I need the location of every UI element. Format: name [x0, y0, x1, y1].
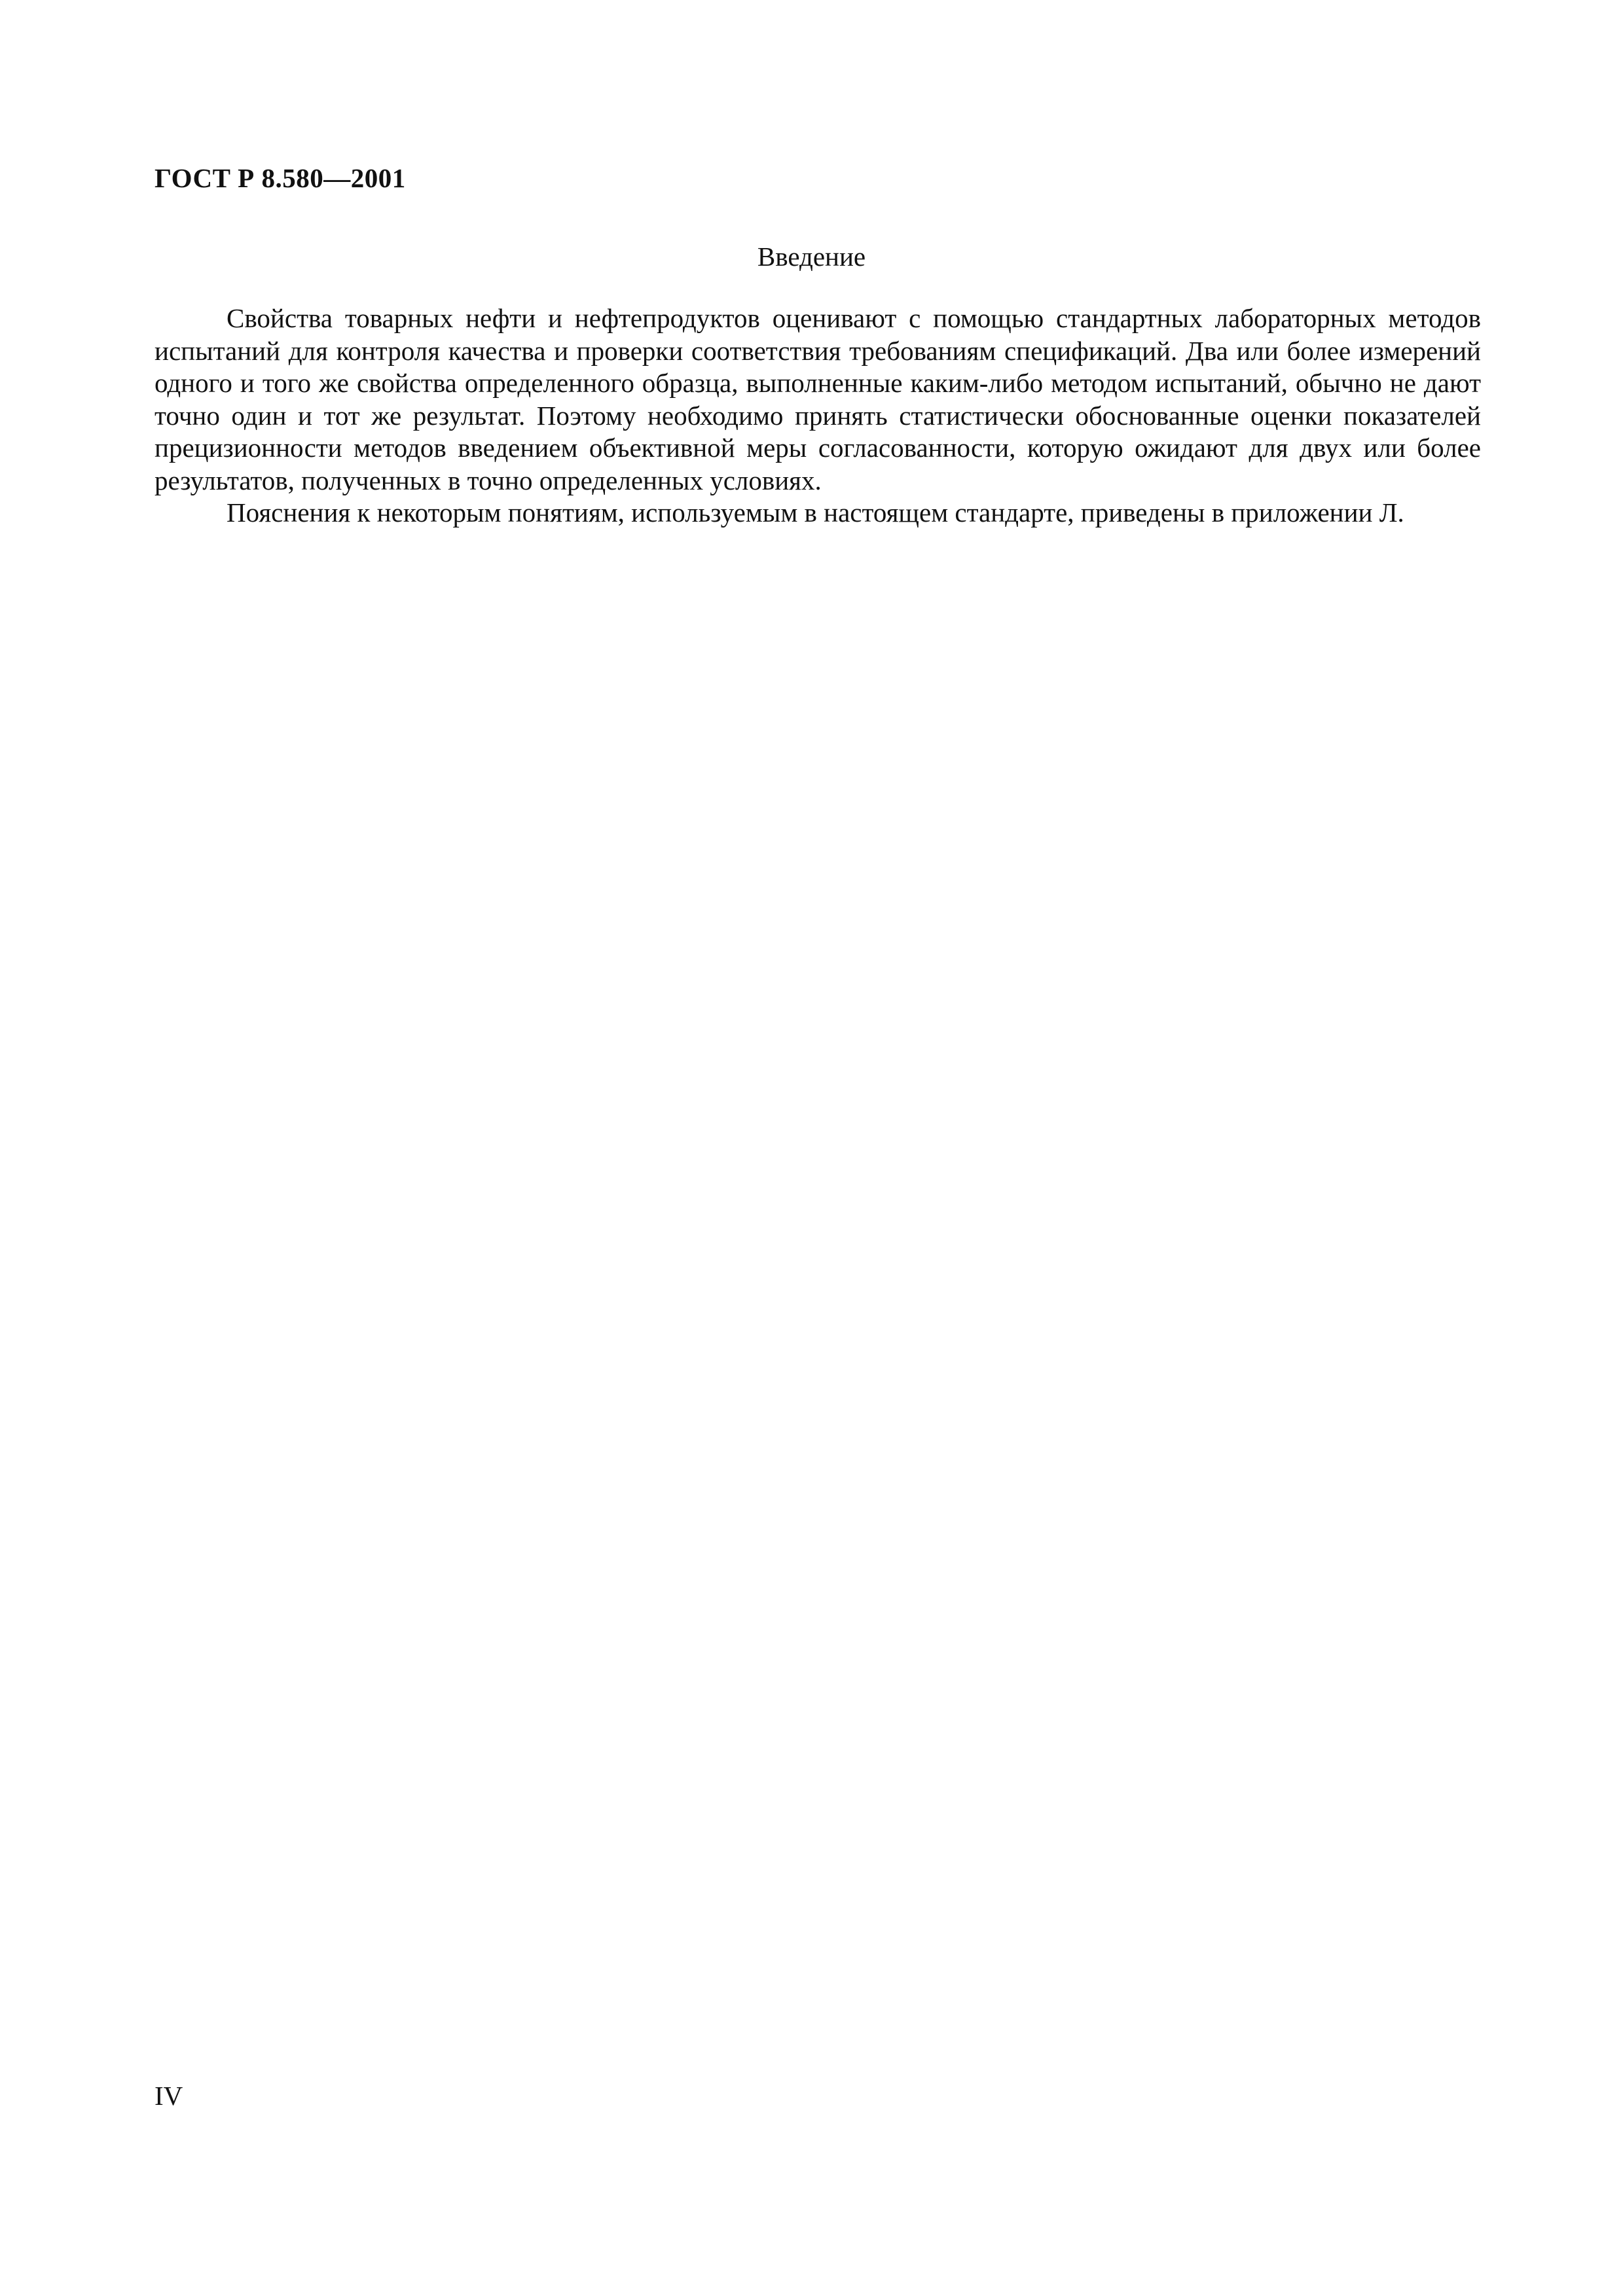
- body-text: [155, 302, 1481, 529]
- paragraph-2: Пояснения к некоторым понятиям, используемым в настоящем стандарте, приведены в приложении Л.: [227, 497, 1404, 528]
- section-title: Введение: [757, 242, 866, 272]
- paragraph-1: Свойства товарных нефти и нефтепродуктов оценивают с помощью стандартных лабораторных методов испытаний для контроля качества и проверки соответствия требованиям спецификаций. Два или более измерений одного и того же свойства определенного образца, выполненные каким-либо методом испытаний, обычно не дают точно один и тот же результат. Поэтому необходимо принять статистически обоснованные оценки показателей прецизионности методов введением объективной меры согласованности, которую ожидают для двух или более результатов, полученных в точно определенных условиях.: [155, 303, 1481, 495]
- standard-id-header: ГОСТ Р 8.580—2001: [155, 163, 406, 193]
- page-number: IV: [155, 2081, 183, 2111]
